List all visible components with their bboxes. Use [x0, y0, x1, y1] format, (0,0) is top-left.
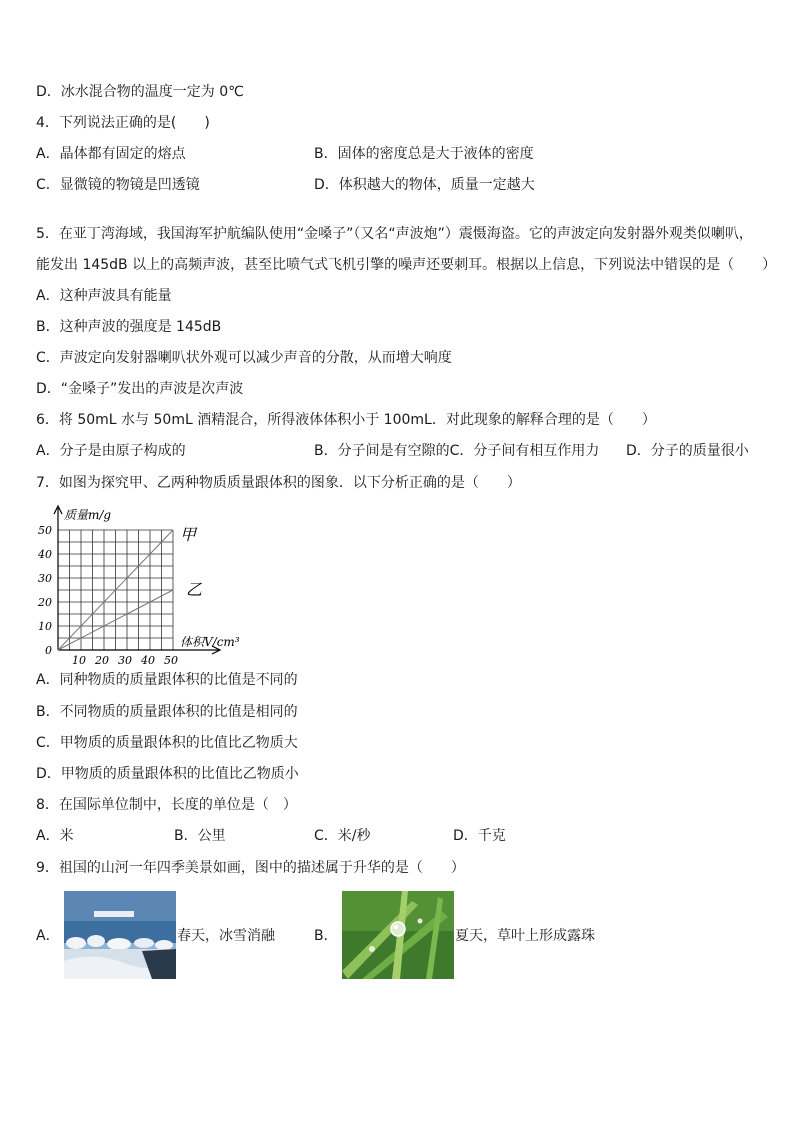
q6-option-a: A．分子是由原子构成的: [36, 443, 186, 459]
q7-option-a: A．同种物质的质量跟体积的比值是不同的: [36, 672, 298, 688]
x-tick-label: 50: [164, 654, 178, 667]
q8-option-b: B．公里: [174, 828, 226, 844]
q7-option-b: B．不同物质的质量跟体积的比值是相同的: [36, 704, 298, 720]
q5-option-b: B．这种声波的强度是 145dB: [36, 319, 222, 335]
q4-option-a: A．晶体都有固定的熔点: [36, 146, 186, 162]
q5-stem-line2: 能发出 145dB 以上的高频声波，甚至比喷气式飞机引擎的噪声还要刺耳。根据以上信息，下列说法中错误的是（ ）: [36, 257, 777, 273]
q6-stem: 6．将 50mL 水与 50mL 酒精混合，所得液体体积小于 100mL．对此现象的解释合理的是（ ）: [36, 412, 656, 428]
series-label-jia: 甲: [180, 525, 197, 544]
q7-option-c: C．甲物质的质量跟体积的比值比乙物质大: [36, 735, 298, 751]
x-tick-label: 10: [72, 654, 86, 667]
q4-option-c: C．显微镜的物镜是凹透镜: [36, 177, 200, 193]
series-label-yi: 乙: [186, 580, 203, 599]
q6-option-d: D．分子的质量很小: [626, 443, 749, 459]
q8-option-a: A．米: [36, 828, 74, 844]
snow-melting-photo: [64, 891, 176, 979]
mass-volume-chart: [30, 500, 270, 670]
y-tick-label: 30: [38, 572, 52, 585]
q4-stem: 4．下列说法正确的是( ): [36, 115, 210, 131]
x-tick-label: 20: [95, 654, 109, 667]
q8-option-d: D．千克: [453, 828, 506, 844]
q9-option-b-letter: B．: [314, 928, 338, 944]
y-axis-label: 质量m/g: [64, 508, 112, 522]
q9-stem: 9．祖国的山河一年四季美景如画，图中的描述属于升华的是（ ）: [36, 860, 465, 876]
q5-option-c: C．声波定向发射器喇叭状外观可以减少声音的分散，从而增大响度: [36, 350, 452, 366]
y-tick-label: 20: [38, 596, 52, 609]
q6-option-bc: B．分子间是有空隙的C．分子间有相互作用力: [314, 443, 600, 459]
dewdrop-grass-photo: [342, 891, 454, 979]
q3-option-d: D．冰水混合物的温度一定为 0℃: [36, 84, 244, 100]
x-tick-label: 30: [118, 654, 132, 667]
q5-option-d: D．“金嗓子”发出的声波是次声波: [36, 381, 244, 397]
y-tick-label: 0: [45, 644, 52, 657]
q9-option-a-letter: A．: [36, 928, 60, 944]
q8-option-c: C．米/秒: [314, 828, 371, 844]
q5-option-a: A．这种声波具有能量: [36, 288, 172, 304]
y-tick-label: 50: [38, 524, 52, 537]
q9-option-a-text: 春天，冰雪消融: [177, 928, 275, 944]
y-tick-label: 40: [38, 548, 52, 561]
q5-stem-line1: 5．在亚丁湾海域，我国海军护航编队使用“金嗓子”（又名“声波炮”）震慑海盗。它的声波定向发射器外观类似喇叭，: [36, 226, 753, 242]
q7-option-d: D．甲物质的质量跟体积的比值比乙物质小: [36, 766, 299, 782]
q4-option-d: D．体积越大的物体，质量一定越大: [314, 177, 535, 193]
x-tick-label: 40: [141, 654, 155, 667]
q8-stem: 8．在国际单位制中，长度的单位是（ ）: [36, 797, 297, 813]
q9-option-b-text: 夏天，草叶上形成露珠: [455, 928, 595, 944]
y-tick-label: 10: [38, 620, 52, 633]
q4-option-b: B．固体的密度总是大于液体的密度: [314, 146, 534, 162]
q7-stem: 7．如图为探究甲、乙两种物质质量跟体积的图象．以下分析正确的是（ ）: [36, 475, 521, 491]
x-axis-label: 体积V/cm³: [180, 635, 240, 649]
